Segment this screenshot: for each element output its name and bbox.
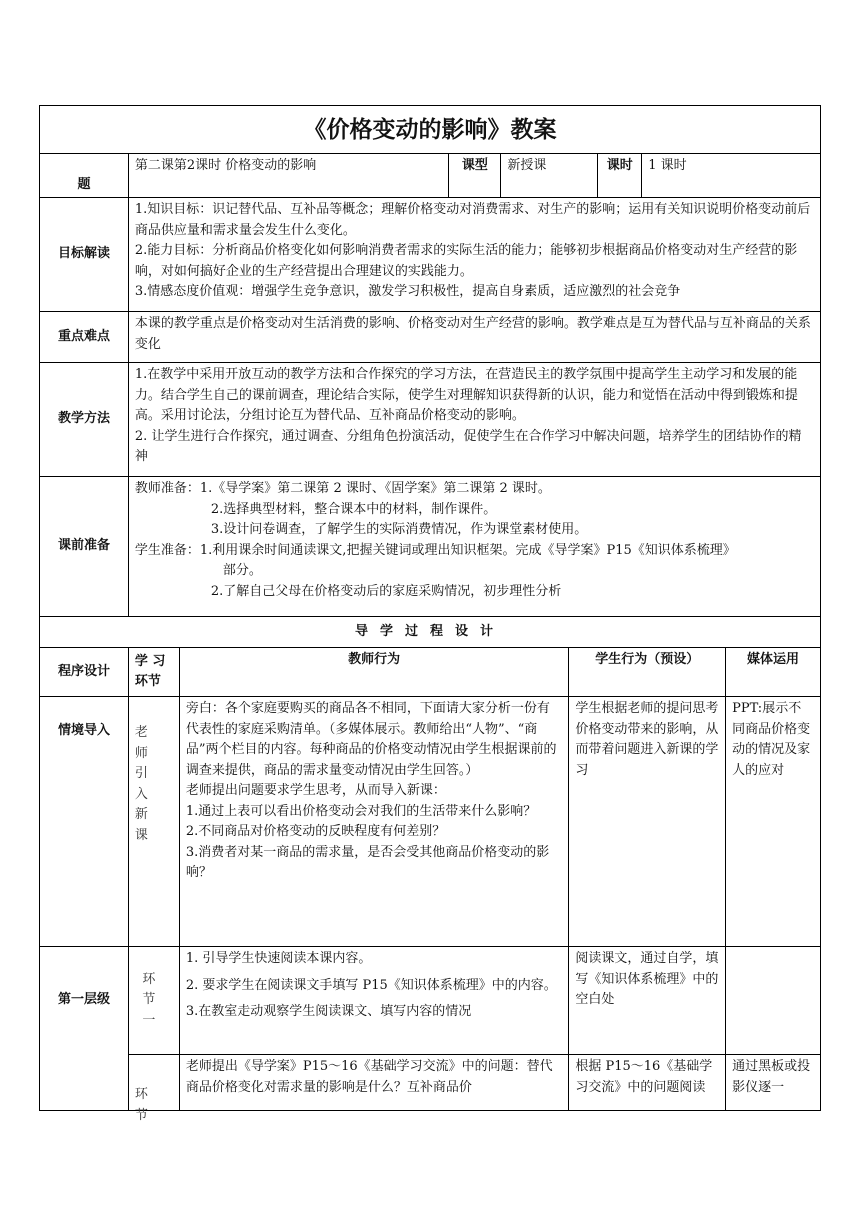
- type-label: 课型: [449, 153, 501, 197]
- keypoints-label: 重点难点: [40, 311, 129, 362]
- student-cell: 学生根据老师的提问思考价格变动带来的影响，从而带着问题进入新课的学习: [569, 696, 726, 946]
- program-cell: 第一层级: [40, 946, 129, 1054]
- media-cell: [726, 946, 821, 1054]
- methods-row: [39, 362, 821, 476]
- process-heading-row: [39, 616, 821, 647]
- prep-row: [39, 476, 821, 616]
- process-row: [39, 946, 821, 1054]
- col-student: 学生行为（预设）: [569, 647, 726, 696]
- hours-value: 1 课时: [642, 153, 821, 197]
- objectives-label: 目标解读: [40, 197, 129, 311]
- teacher-line: 3.消费者对某一商品的需求量，是否会受其他商品价格变动的影响？: [185, 844, 550, 880]
- program-cell: [40, 1054, 129, 1110]
- methods-content: [129, 362, 821, 476]
- prep-line: 教师准备：1.《导学案》第二课第 2 课时、《固学案》第二课第 2 课时。: [134, 481, 551, 496]
- page-title: 《价格变动的影响》教案: [40, 105, 821, 153]
- method-line: 2. 让学生进行合作探究，通过调查、分组角色扮演活动，促使学生在合作学习中解决问题，培养学生的团结协作的精神: [134, 428, 802, 464]
- lesson-plan-table: [39, 105, 821, 1123]
- prep-line: 2.选择典型材料，整合课本中的材料，制作课件。: [210, 501, 497, 517]
- media-cell: PPT:展示不同商品价格变动的情况及家人的应对: [726, 696, 821, 946]
- prep-line: 2.了解自己父母在价格变动后的家庭采购情况，初步理性分析: [210, 583, 562, 599]
- method-line: 1.在教学中采用开放互动的教学方法和合作探究的学习方法，在营造民主的教学氛围中提高学生主动学习和发展的能力。结合学生自己的课前调查，理论结合实际，使学生对理解知识获得新的认识，能力和觉悟在活动中得到锻炼和提高。采用讨论法，分组讨论互为替代品、互补商品价格变动的影响。: [134, 367, 798, 423]
- teacher-cell: [180, 946, 569, 1054]
- step-cell: 环 节一: [129, 946, 180, 1054]
- prep-label: 课前准备: [40, 476, 129, 616]
- column-header-row: [39, 647, 821, 696]
- prep-line: 3.设计问卷调查，了解学生的实际消费情况，作为课堂素材使用。: [210, 522, 588, 537]
- student-cell: 根据 P15～16《基础学习交流》中的问题阅读: [569, 1054, 726, 1110]
- objectives-row: [39, 197, 821, 311]
- teacher-line: 2.不同商品对价格变动的反映程度有何差别？: [185, 824, 446, 839]
- teacher-cell: [180, 696, 569, 946]
- type-value: 新授课: [501, 153, 598, 197]
- col-program: 程序设计: [40, 647, 129, 696]
- teacher-line: 1. 引导学生快速阅读本课内容。: [185, 951, 372, 966]
- topic-value: 第二课第2课时 价格变动的影响: [129, 153, 450, 197]
- teacher-line: 1.通过上表可以看出价格变动会对我们的生活带来什么影响？: [185, 803, 537, 819]
- media-cell: 通过黑板或投影仪逐一: [726, 1054, 821, 1110]
- prep-line: 学生准备：1.利用课余时间通读课文,把握关键词或理出知识框架。完成《导学案》P15《知识体系梳理》: [134, 542, 736, 558]
- info-row: [39, 153, 821, 197]
- student-cell: 阅读课文，通过自学，填写《知识体系梳理》中的空白处: [569, 946, 726, 1054]
- program-cell: 情境导入: [40, 696, 129, 946]
- title-row: [39, 105, 821, 153]
- teacher-line: 老师提出问题要求学生思考，从而导入新课：: [185, 783, 446, 798]
- prep-line: 部分。: [222, 563, 262, 578]
- process-heading: 导学过程设计: [40, 616, 821, 647]
- objective-line: 1.知识目标：识记替代品、互补品等概念；理解价格变动对消费需求、对生产的影响；运用有关知识说明价格变动前后商品供应量和需求量会发生什么变化。: [134, 202, 811, 238]
- hours-label: 课时: [598, 153, 642, 197]
- objectives-content: [129, 197, 821, 311]
- col-media: 媒体运用: [726, 647, 821, 696]
- col-step: 学 习环节: [129, 647, 180, 696]
- process-row: [39, 1054, 821, 1123]
- teacher-line: 3.在教室走动观察学生阅读课文、填写内容的情况: [185, 1004, 472, 1019]
- topic-label: 题: [40, 153, 129, 197]
- col-teacher: 教师行为: [180, 647, 569, 696]
- keypoints-content: 本课的教学重点是价格变动对生活消费的影响、价格变动对生产经营的影响。教学难点是互为替代品与互补商品的关系变化: [129, 311, 821, 362]
- step-cell: 老 师引 入新课: [129, 696, 180, 946]
- objective-line: 2.能力目标：分析商品价格变化如何影响消费者需求的实际生活的能力；能够初步根据商品价格变动对生产经营的影响，对如何搞好企业的生产经营提出合理建议的实践能力。: [134, 243, 798, 279]
- prep-content: [129, 476, 821, 616]
- teacher-line: 旁白：各个家庭要购买的商品各不相同，下面请大家分析一份有代表性的家庭采购清单。（多媒体展示。教师给出“人物”、“商品”两个栏目的内容。每种商品的价格变动情况由学生根据课前的调查来提供，商品的需求量变动情况由学生回答。）: [185, 701, 557, 778]
- teacher-line: 2. 要求学生在阅读课文手填写 P15《知识体系梳理》中的内容。: [185, 977, 557, 993]
- methods-label: 教学方法: [40, 362, 129, 476]
- teacher-cell: 老师提出《导学案》P15～16《基础学习交流》中的问题：替代商品价格变化对需求量的影响是什么？互补商品价: [180, 1054, 569, 1110]
- objective-line: 3.情感态度价值观：增强学生竞争意识，激发学习积极性，提高自身素质，适应激烈的社会竞争: [134, 284, 681, 299]
- process-row: [39, 696, 821, 946]
- step-cell: 环 节: [129, 1054, 180, 1110]
- keypoints-row: [39, 311, 821, 362]
